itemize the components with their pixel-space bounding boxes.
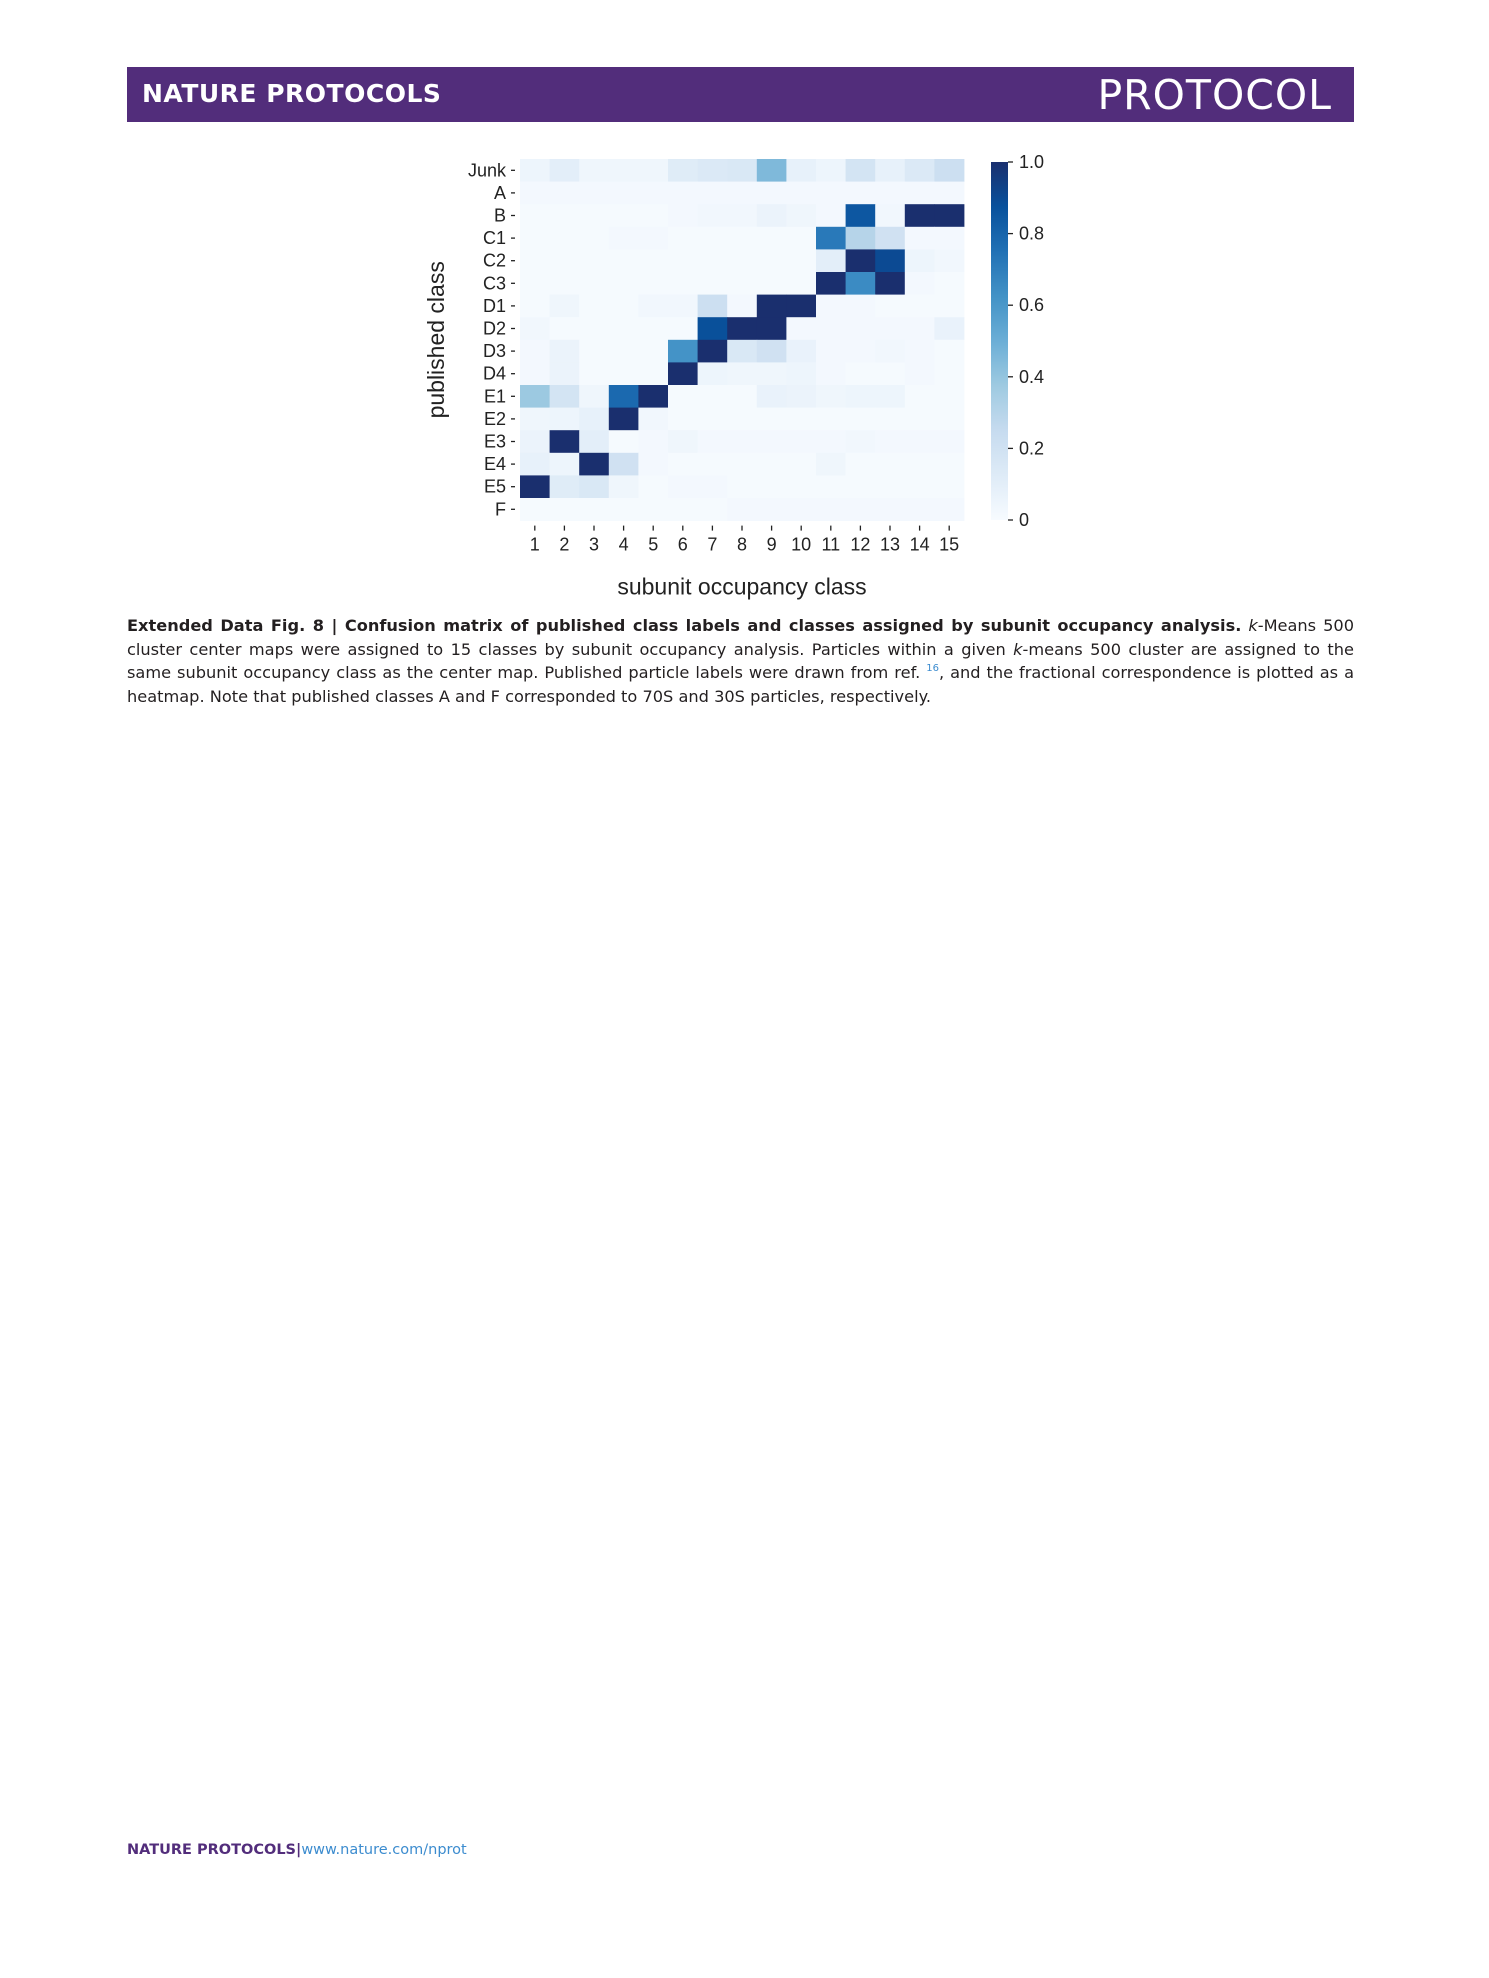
heatmap-cell xyxy=(816,385,846,408)
heatmap-cell xyxy=(757,317,787,340)
heatmap-cell xyxy=(786,385,816,408)
heatmap-cell xyxy=(550,453,580,476)
heatmap-cell xyxy=(638,272,668,295)
heatmap-cell xyxy=(875,453,905,476)
y-tick-label: D4 xyxy=(482,363,506,384)
x-tick-label: 10 xyxy=(791,534,812,555)
heatmap-cell xyxy=(727,385,757,408)
heatmap-cell xyxy=(875,295,905,318)
heatmap-cell xyxy=(727,408,757,431)
heatmap-cell xyxy=(816,498,846,521)
heatmap-cell xyxy=(727,272,757,295)
heatmap-cell xyxy=(846,272,876,295)
heatmap-cell xyxy=(727,295,757,318)
caption-text-3: , and the fractional correspondence is plotted as a heatmap. Note that published classes A and F corresponded to 70S and 30S particles, respectively. xyxy=(127,663,1354,706)
heatmap-cell xyxy=(550,159,580,182)
heatmap-cell xyxy=(579,272,609,295)
heatmap-cell xyxy=(520,204,550,227)
heatmap-cell xyxy=(757,430,787,453)
heatmap-cell xyxy=(786,249,816,272)
heatmap-cell xyxy=(757,204,787,227)
heatmap-cell xyxy=(520,227,550,250)
y-tick-label: C1 xyxy=(482,228,506,249)
heatmap-cell xyxy=(579,498,609,521)
heatmap-cell xyxy=(550,408,580,431)
heatmap-cell xyxy=(579,475,609,498)
heatmap-cell xyxy=(550,385,580,408)
heatmap-cell xyxy=(727,204,757,227)
heatmap-cell xyxy=(668,272,698,295)
heatmap-cell xyxy=(668,340,698,363)
heatmap-cell xyxy=(905,408,935,431)
heatmap-cell xyxy=(550,227,580,250)
heatmap-cell xyxy=(875,249,905,272)
heatmap-cell xyxy=(905,272,935,295)
heatmap-cell xyxy=(846,475,876,498)
y-axis-label: published class xyxy=(423,261,449,419)
heatmap-cell xyxy=(875,362,905,385)
heatmap-cell xyxy=(609,453,639,476)
heatmap-cell xyxy=(905,182,935,205)
heatmap-cell xyxy=(757,408,787,431)
colorbar-tick-label: 0.2 xyxy=(1019,438,1045,459)
heatmap-cell xyxy=(698,159,728,182)
heatmap-cell xyxy=(875,159,905,182)
heatmap-cell xyxy=(934,249,964,272)
heatmap-cell xyxy=(579,295,609,318)
y-tick-label: C3 xyxy=(482,273,506,294)
heatmap-cell xyxy=(905,362,935,385)
header-bar xyxy=(127,67,1354,122)
heatmap-cell xyxy=(609,430,639,453)
x-tick-label: 7 xyxy=(707,534,718,555)
heatmap-cell xyxy=(905,430,935,453)
heatmap-cell xyxy=(638,408,668,431)
heatmap-cell xyxy=(846,182,876,205)
heatmap-cell xyxy=(934,362,964,385)
heatmap-cell xyxy=(698,227,728,250)
heatmap-cell xyxy=(579,430,609,453)
x-tick-label: 9 xyxy=(766,534,777,555)
heatmap-cell xyxy=(875,498,905,521)
heatmap-cell xyxy=(786,362,816,385)
heatmap-cell xyxy=(727,317,757,340)
heatmap-cell xyxy=(668,385,698,408)
heatmap-cell xyxy=(609,227,639,250)
heatmap-cell xyxy=(609,182,639,205)
heatmap-cell xyxy=(816,182,846,205)
heatmap-cell xyxy=(757,159,787,182)
heatmap-cell xyxy=(786,408,816,431)
heatmap-cell xyxy=(757,498,787,521)
heatmap-cell xyxy=(727,227,757,250)
x-tick-label: 2 xyxy=(559,534,570,555)
y-tick-label: E1 xyxy=(483,386,506,407)
colorbar xyxy=(991,162,1008,520)
heatmap-cell xyxy=(668,204,698,227)
heatmap-cell xyxy=(698,362,728,385)
heatmap-cell xyxy=(846,340,876,363)
heatmap-cell xyxy=(579,227,609,250)
heatmap-cell xyxy=(698,453,728,476)
heatmap-cell xyxy=(668,182,698,205)
heatmap-cell xyxy=(668,362,698,385)
colorbar-tick-label: 1.0 xyxy=(1019,152,1045,172)
heatmap-cell xyxy=(579,182,609,205)
heatmap-cell xyxy=(905,385,935,408)
caption-k1: k xyxy=(1248,616,1258,635)
heatmap-cell xyxy=(846,159,876,182)
x-tick-label: 13 xyxy=(879,534,901,555)
heatmap-cell xyxy=(520,453,550,476)
heatmap-cell xyxy=(934,408,964,431)
heatmap-cell xyxy=(846,317,876,340)
heatmap-cell xyxy=(757,295,787,318)
heatmap-cell xyxy=(757,340,787,363)
heatmap-cell xyxy=(579,340,609,363)
heatmap-cell xyxy=(579,159,609,182)
heatmap-cell xyxy=(668,408,698,431)
heatmap-cell xyxy=(846,295,876,318)
heatmap-cell xyxy=(934,340,964,363)
heatmap-cell xyxy=(786,317,816,340)
heatmap-cell xyxy=(786,430,816,453)
y-tick-label: F xyxy=(495,499,506,520)
x-tick-label: 3 xyxy=(588,534,600,555)
heatmap-cell xyxy=(698,182,728,205)
heatmap-cell xyxy=(905,249,935,272)
heatmap-cell xyxy=(934,317,964,340)
heatmap-cell xyxy=(905,453,935,476)
colorbar-tick-label: 0.8 xyxy=(1019,223,1045,244)
heatmap-cell xyxy=(550,340,580,363)
y-tick-label: E5 xyxy=(483,476,506,497)
y-tick-label: E2 xyxy=(483,408,506,429)
heatmap-cell xyxy=(816,408,846,431)
footer-journal: NATURE PROTOCOLS xyxy=(127,1842,297,1858)
colorbar-tick-label: 0 xyxy=(1019,510,1030,530)
footer xyxy=(127,1842,467,1858)
heatmap-cell xyxy=(786,453,816,476)
heatmap-cell xyxy=(698,475,728,498)
heatmap-cell xyxy=(638,204,668,227)
heatmap-cell xyxy=(757,475,787,498)
heatmap-cell xyxy=(816,159,846,182)
heatmap-cell xyxy=(698,317,728,340)
x-tick-label: 1 xyxy=(529,534,540,555)
footer-separator: | xyxy=(296,1842,302,1858)
heatmap-cell xyxy=(786,340,816,363)
heatmap-cell xyxy=(579,249,609,272)
heatmap-cell xyxy=(550,249,580,272)
heatmap-cell xyxy=(786,498,816,521)
heatmap-cell xyxy=(757,362,787,385)
heatmap-cell xyxy=(757,272,787,295)
heatmap-cell xyxy=(905,227,935,250)
heatmap-cell xyxy=(550,204,580,227)
heatmap-cell xyxy=(816,204,846,227)
heatmap-cell xyxy=(668,475,698,498)
y-tick-label: C2 xyxy=(482,250,506,271)
heatmap-cell xyxy=(905,340,935,363)
y-tick-label: E3 xyxy=(483,431,506,452)
heatmap-cell xyxy=(609,475,639,498)
heatmap-cell xyxy=(816,453,846,476)
heatmap-cell xyxy=(609,204,639,227)
heatmap-cell xyxy=(609,340,639,363)
figure-caption xyxy=(127,614,1354,708)
heatmap-cell xyxy=(875,204,905,227)
heatmap-cell xyxy=(786,227,816,250)
heatmap-cell xyxy=(727,182,757,205)
heatmap-cell xyxy=(934,385,964,408)
heatmap-cell xyxy=(846,204,876,227)
caption-text-2: -means 500 cluster are assigned to the same subunit occupancy class as the center map. Published particle labels were drawn from ref. xyxy=(127,639,1354,682)
heatmap-cell xyxy=(550,272,580,295)
heatmap-cell xyxy=(846,408,876,431)
x-tick-label: 4 xyxy=(618,534,629,555)
heatmap-cell xyxy=(520,159,550,182)
heatmap-cell xyxy=(638,317,668,340)
x-tick-label: 14 xyxy=(909,534,930,555)
heatmap-cell xyxy=(609,317,639,340)
heatmap-cell xyxy=(550,182,580,205)
x-tick-label: 8 xyxy=(736,534,748,555)
heatmap-cell xyxy=(875,408,905,431)
heatmap-cell xyxy=(905,498,935,521)
heatmap-cell xyxy=(757,227,787,250)
heatmap-cell xyxy=(698,340,728,363)
heatmap-cell xyxy=(520,362,550,385)
heatmap-cell xyxy=(816,340,846,363)
heatmap-cell xyxy=(609,362,639,385)
heatmap-cell xyxy=(934,182,964,205)
heatmap-cell xyxy=(579,317,609,340)
heatmap-cell xyxy=(520,475,550,498)
x-tick-label: 6 xyxy=(677,534,688,555)
heatmap-cell xyxy=(638,430,668,453)
heatmap-cell xyxy=(727,430,757,453)
heatmap-cell xyxy=(905,475,935,498)
heatmap-cell xyxy=(609,408,639,431)
heatmap-cell xyxy=(816,295,846,318)
heatmap-cell xyxy=(934,453,964,476)
heatmap-cell xyxy=(520,295,550,318)
x-tick-label: 5 xyxy=(648,534,659,555)
heatmap-cell xyxy=(757,453,787,476)
heatmap-cell xyxy=(816,272,846,295)
heatmap-cell xyxy=(934,204,964,227)
heatmap-cell xyxy=(698,498,728,521)
heatmap-cell xyxy=(727,362,757,385)
heatmap-cell xyxy=(638,182,668,205)
heatmap-cell xyxy=(638,159,668,182)
heatmap-cell xyxy=(550,317,580,340)
heatmap-cell xyxy=(816,430,846,453)
heatmap-cell xyxy=(550,430,580,453)
heatmap-cell xyxy=(579,362,609,385)
heatmap-cell xyxy=(550,475,580,498)
heatmap-cell xyxy=(579,408,609,431)
heatmap-cell xyxy=(550,295,580,318)
heatmap-cell xyxy=(934,430,964,453)
heatmap-cell xyxy=(638,227,668,250)
heatmap-cell xyxy=(757,249,787,272)
heatmap-cell xyxy=(846,227,876,250)
heatmap-cell xyxy=(520,317,550,340)
article-type: PROTOCOL xyxy=(1097,71,1332,119)
caption-ref-link[interactable]: 16 xyxy=(926,663,939,674)
heatmap-cell xyxy=(786,272,816,295)
heatmap-cell xyxy=(698,430,728,453)
heatmap-cell xyxy=(638,295,668,318)
y-tick-label: E4 xyxy=(483,454,506,475)
heatmap-cell xyxy=(816,475,846,498)
x-tick-label: 11 xyxy=(821,534,841,555)
heatmap-cell xyxy=(846,453,876,476)
heatmap-cell xyxy=(668,498,698,521)
heatmap-cell xyxy=(786,159,816,182)
y-tick-label: Junk xyxy=(467,160,506,181)
heatmap-cell xyxy=(875,340,905,363)
colorbar-tick-label: 0.4 xyxy=(1019,366,1045,387)
caption-k2: k xyxy=(1013,639,1023,659)
y-tick-label: A xyxy=(493,182,506,203)
heatmap-cell xyxy=(816,249,846,272)
heatmap-cell xyxy=(905,317,935,340)
heatmap-cell xyxy=(875,272,905,295)
heatmap-cell xyxy=(727,249,757,272)
footer-url[interactable]: www.nature.com/nprot xyxy=(301,1842,467,1858)
heatmap-cell xyxy=(934,159,964,182)
heatmap-cell xyxy=(520,340,550,363)
heatmap-cell xyxy=(638,498,668,521)
heatmap-cell xyxy=(698,204,728,227)
heatmap-cell xyxy=(934,295,964,318)
heatmap-cell xyxy=(698,272,728,295)
heatmap-cell xyxy=(550,498,580,521)
heatmap-cell xyxy=(520,430,550,453)
heatmap-cell xyxy=(520,408,550,431)
heatmap-cell xyxy=(609,159,639,182)
heatmap-cell xyxy=(846,385,876,408)
heatmap-cell xyxy=(638,453,668,476)
heatmap-cell xyxy=(668,317,698,340)
heatmap-cell xyxy=(846,362,876,385)
heatmap-cell xyxy=(875,227,905,250)
heatmap-cell xyxy=(905,159,935,182)
heatmap-cell xyxy=(846,498,876,521)
heatmap-cell xyxy=(816,227,846,250)
heatmap-cell xyxy=(846,249,876,272)
heatmap-cell xyxy=(579,385,609,408)
heatmap-cell xyxy=(934,227,964,250)
heatmap-cell xyxy=(668,430,698,453)
heatmap-cell xyxy=(875,430,905,453)
heatmap-cell xyxy=(609,295,639,318)
heatmap-cell xyxy=(698,385,728,408)
heatmap-cell xyxy=(520,498,550,521)
heatmap-cell xyxy=(875,182,905,205)
y-tick-label: D1 xyxy=(482,295,506,316)
y-tick-label: D2 xyxy=(482,318,506,339)
heatmap-cell xyxy=(638,249,668,272)
caption-label: Extended Data Fig. 8 | Confusion matrix of published class labels and classes assigned by subunit occupancy analysis. xyxy=(127,616,1242,635)
heatmap-cell xyxy=(786,295,816,318)
y-tick-label: D3 xyxy=(482,341,506,362)
heatmap-cell xyxy=(520,182,550,205)
heatmap-cell xyxy=(638,362,668,385)
heatmap-cell xyxy=(698,295,728,318)
heatmap-cell xyxy=(905,204,935,227)
heatmap-cell xyxy=(638,385,668,408)
x-tick-label: 12 xyxy=(850,534,871,555)
heatmap-cell xyxy=(757,385,787,408)
y-tick-label: B xyxy=(493,205,506,226)
x-axis-label: subunit occupancy class xyxy=(617,573,867,600)
heatmap-cell xyxy=(668,295,698,318)
heatmap-cell xyxy=(875,317,905,340)
heatmap-cell xyxy=(727,498,757,521)
heatmap-cell xyxy=(786,182,816,205)
heatmap-cell xyxy=(786,475,816,498)
heatmap-cell xyxy=(698,249,728,272)
heatmap-cell xyxy=(698,408,728,431)
heatmap-cell xyxy=(609,498,639,521)
heatmap-cell xyxy=(668,227,698,250)
heatmap-cell xyxy=(934,475,964,498)
heatmap-cell xyxy=(609,272,639,295)
heatmap-cell xyxy=(520,249,550,272)
heatmap-cell xyxy=(816,362,846,385)
heatmap-cell xyxy=(875,385,905,408)
heatmap-cell xyxy=(727,453,757,476)
heatmap-cell xyxy=(609,385,639,408)
heatmap-cell xyxy=(875,475,905,498)
confusion-matrix-heatmap xyxy=(420,150,1080,600)
heatmap-cell xyxy=(638,340,668,363)
heatmap-cell xyxy=(786,204,816,227)
heatmap-cell xyxy=(609,249,639,272)
journal-name: NATURE PROTOCOLS xyxy=(142,79,442,108)
heatmap-cell xyxy=(579,204,609,227)
heatmap-cell xyxy=(550,362,580,385)
heatmap-cell xyxy=(905,295,935,318)
heatmap-cell xyxy=(727,340,757,363)
heatmap-cell xyxy=(727,159,757,182)
x-tick-label: 15 xyxy=(939,534,960,555)
heatmap-cell xyxy=(520,385,550,408)
heatmap-cell xyxy=(934,272,964,295)
heatmap-cell xyxy=(846,430,876,453)
heatmap-cell xyxy=(520,272,550,295)
heatmap-cell xyxy=(638,475,668,498)
heatmap-cell xyxy=(668,249,698,272)
colorbar-tick-label: 0.6 xyxy=(1019,295,1045,316)
heatmap-cell xyxy=(668,159,698,182)
heatmap-cell xyxy=(668,453,698,476)
heatmap-cell xyxy=(816,317,846,340)
heatmap-cell xyxy=(757,182,787,205)
heatmap-cell xyxy=(579,453,609,476)
caption-text-1: -Means 500 cluster center maps were assigned to 15 classes by subunit occupancy analysis. Particles within a given xyxy=(127,616,1355,659)
heatmap-cell xyxy=(727,475,757,498)
heatmap-cell xyxy=(934,498,964,521)
